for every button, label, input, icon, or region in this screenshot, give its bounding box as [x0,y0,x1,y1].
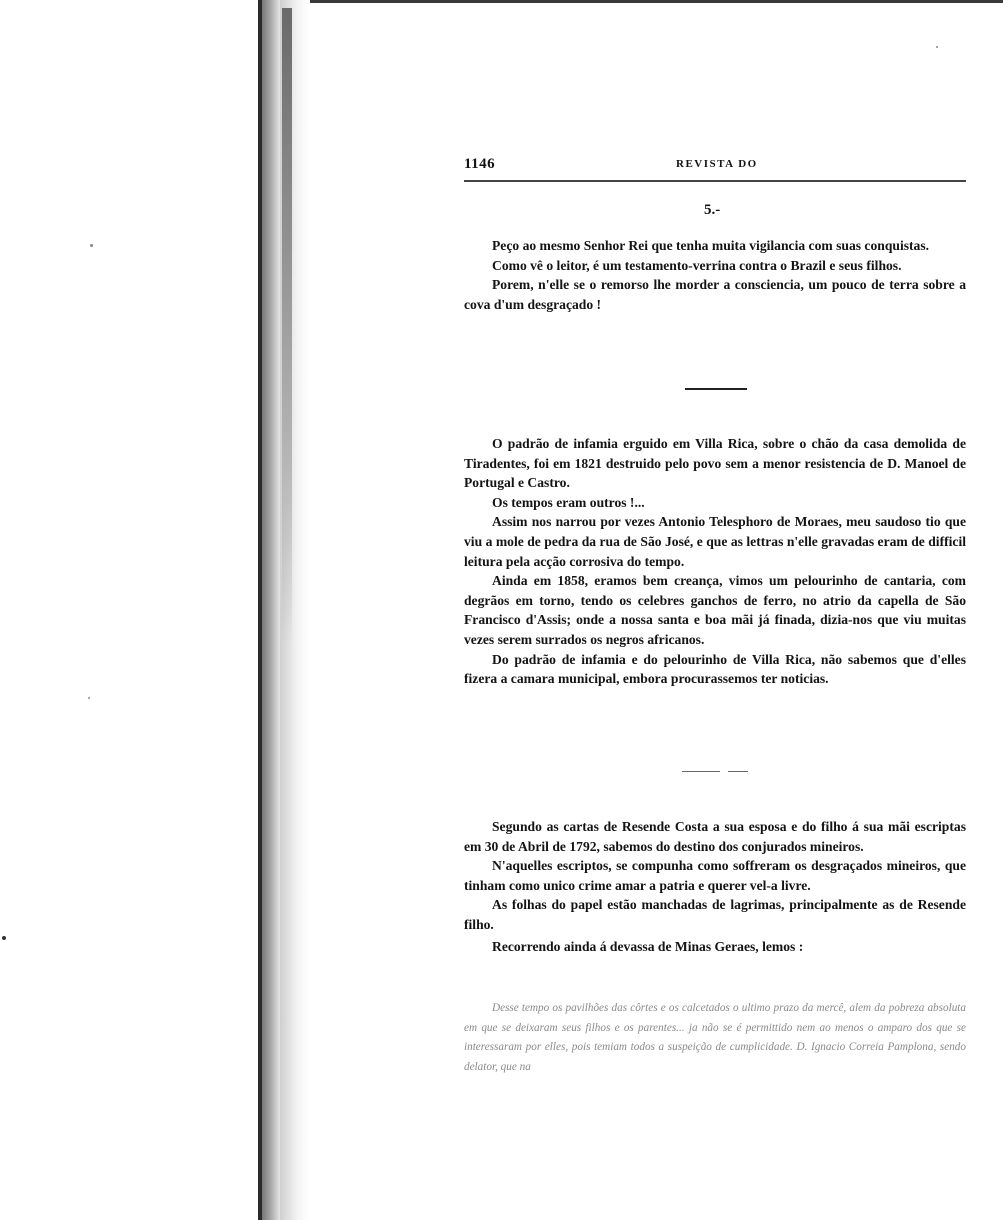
paragraph: Ainda em 1858, eramos bem creança, vimos um pelourinho de cantaria, com degrãos em torno, tendo os celebres ganchos de ferro, no atrio da capella de São Francisco d'Assis; onde a nossa santa e boa mãi já finada, dizia-nos que viu muitas vezes serem surrados os negros africanos. [464,573,966,647]
text-block-3 [464,817,966,956]
journal-title: REVISTA DO [676,158,758,170]
quotation-text: Desse tempo os pavilhões das côrtes e os calcetados o ultimo prazo da mercê, alem da pobreza absoluta em que se deixaram seus filhos e os parentes... ja não se é permittido nem ao menos o amparo dos que se interessaram por elles, pois temiam todos a suspeição de cumplicidade. D. Ignacio Correia Pamplona, sendo delator, que na [464,1002,966,1073]
gutter-grey-band [262,0,280,1220]
paragraph: Assim nos narrou por vezes Antonio Telesphoro de Moraes, meu saudoso tio que viu a mole de pedra da rua de São José, e que as lettras n'elle gravadas eram de difficil leitura pela acção corrosiva do tempo. [464,514,966,569]
scan-speck [2,936,6,940]
faded-quotation [464,999,966,1077]
paragraph: Porem, n'elle se o remorso lhe morder a consciencia, um pouco de terra sobre a cova d'um desgraçado ! [464,277,966,312]
section-separator [728,771,748,772]
paragraph: Peço ao mesmo Senhor Rei que tenha muita vigilancia com suas conquistas. [492,238,930,253]
paragraph: Como vê o leitor, é um testamento-verrina contra o Brazil e seus filhos. [492,257,902,273]
scan-speck [90,244,93,247]
section-number: 5.- [704,202,721,218]
paragraph: Recorrendo ainda á devassa de Minas Geraes, lemos : [492,938,804,954]
paragraph: N'aquelles escriptos, se compunha como soffreram os desgraçados mineiros, que tinham como unico crime amar a patria e querer vel-a livre. [464,858,966,893]
book-binding-shadow [258,0,310,1220]
section-separator [682,771,720,772]
paragraph: As folhas do papel estão manchadas de lagrimas, principalmente as de Resende filho. [464,897,966,932]
scan-speck [936,46,938,48]
paragraph: O padrão de infamia erguido em Villa Rica, sobre o chão da casa demolida de Tiradentes, foi em 1821 destruido pelo povo sem a menor resistencia de D. Manoel de Portugal e Castro. [464,436,966,491]
text-block-1 [464,236,966,314]
text-block-2 [464,434,966,689]
header-rule [464,180,966,182]
paragraph: Segundo as cartas de Resende Costa a sua esposa e do filho á sua mãi escriptas em 30 de Abril de 1792, sabemos do destino dos conjurados mineiros. [464,819,966,854]
gutter-wedge-shadow [282,8,292,648]
scan-speck [88,697,90,699]
paragraph: Do padrão de infamia e do pelourinho de Villa Rica, não sabemos que d'elles fizera a camara municipal, embora procurassemos ter noticias. [464,651,966,687]
page-number: 1146 [464,156,496,172]
running-head [464,156,966,178]
section-separator [685,388,747,390]
scan-top-edge [262,0,1003,3]
paragraph: Os tempos eram outros !... [492,494,645,510]
